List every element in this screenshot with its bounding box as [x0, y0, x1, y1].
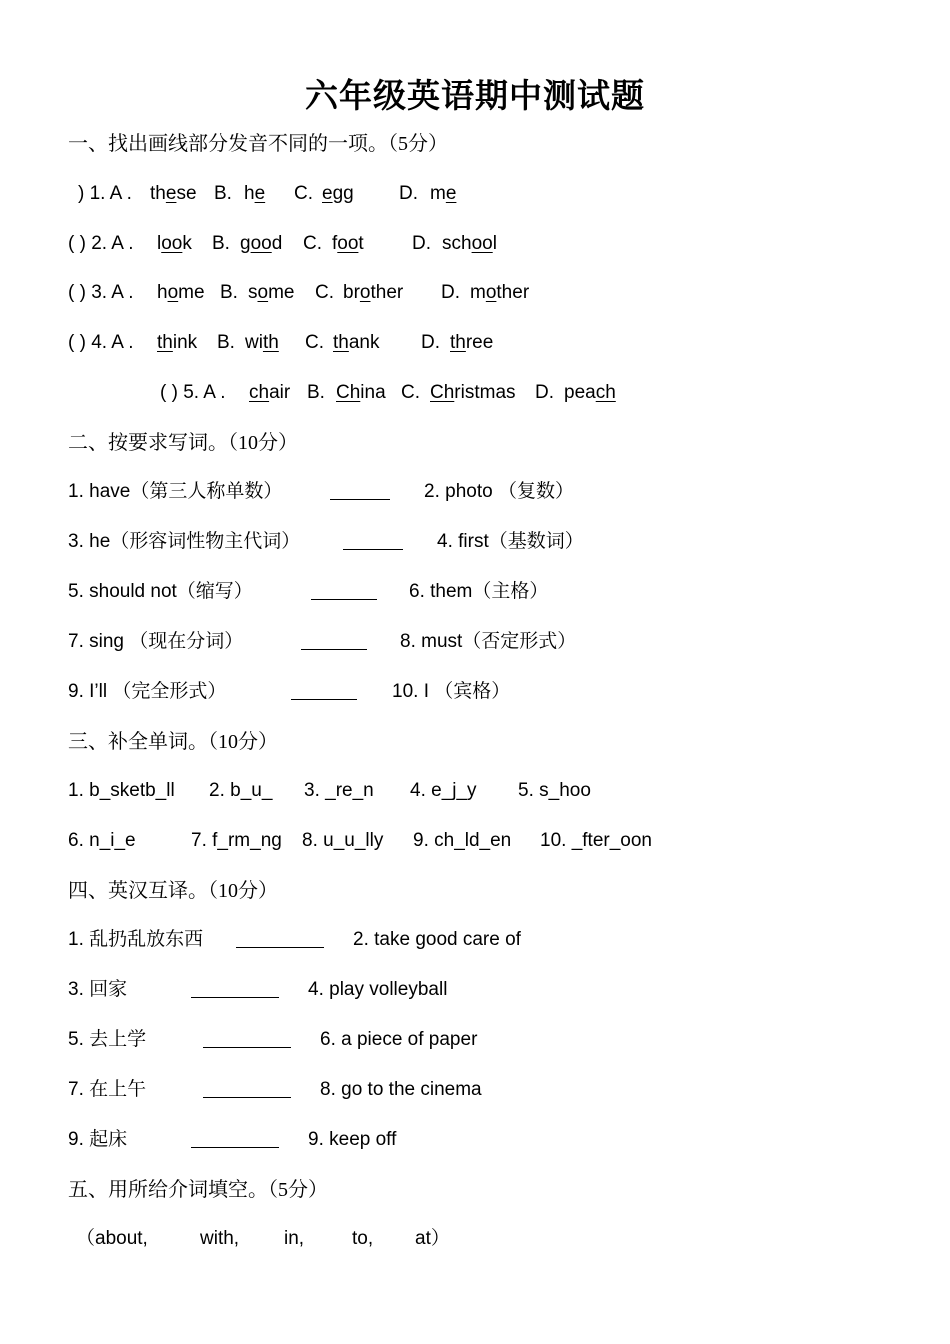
- underlined-sound: o: [167, 282, 179, 303]
- s2-item-1: 1. have（第三人称单数）: [68, 481, 283, 502]
- section4-heading: 四、英汉互译。（10分）: [68, 878, 278, 902]
- underlined-sound: o: [257, 282, 269, 303]
- s2-item-7: 7. sing （现在分词）: [68, 631, 244, 652]
- s4-item: 7. 在上午: [68, 1079, 147, 1100]
- underlined-sound: oo: [250, 233, 272, 254]
- option-c: egg: [322, 183, 354, 204]
- s2-item-5: 5. should not（缩写）: [68, 581, 253, 602]
- option-c: Christmas: [430, 382, 516, 403]
- underlined-sound: oo: [161, 233, 183, 254]
- option-label: B.: [220, 282, 238, 303]
- section5-heading: 五、用所给介词填空。（5分）: [68, 1177, 328, 1201]
- option-b: some: [248, 282, 295, 303]
- s3-item: 4. e_j_y: [410, 780, 477, 801]
- underlined-sound: ch: [249, 382, 270, 403]
- underlined-sound: e: [254, 183, 266, 204]
- preposition-word: with,: [200, 1228, 240, 1249]
- underlined-sound: e: [165, 183, 177, 204]
- underlined-sound: o: [485, 282, 497, 303]
- option-b: with: [245, 332, 279, 353]
- option-c: foot: [332, 233, 364, 254]
- option-b: good: [240, 233, 283, 254]
- option-a: chair: [249, 382, 291, 403]
- s4-item: 5. 去上学: [68, 1029, 147, 1050]
- answer-blank[interactable]: [203, 1079, 291, 1098]
- s4-item: 6. a piece of paper: [320, 1029, 478, 1050]
- preposition-word: （about,: [76, 1228, 148, 1249]
- option-label: D.: [399, 183, 418, 204]
- option-label: B.: [307, 382, 325, 403]
- answer-blank[interactable]: [330, 481, 390, 500]
- option-b: he: [244, 183, 266, 204]
- answer-blank[interactable]: [311, 581, 377, 600]
- s3-item: 1. b_sketb_ll: [68, 780, 175, 801]
- preposition-word: at）: [415, 1228, 450, 1249]
- s3-item: 2. b_u_: [209, 780, 273, 801]
- option-label: D.: [421, 332, 440, 353]
- underlined-sound: oo: [337, 233, 359, 254]
- s2-item-4: 4. first（基数词）: [437, 531, 584, 552]
- s3-item: 10. _fter_oon: [540, 830, 652, 851]
- option-c: thank: [333, 332, 380, 353]
- question-number: ) 1. A .: [78, 183, 132, 204]
- option-label: B.: [217, 332, 235, 353]
- s2-item-6: 6. them（主格）: [409, 581, 549, 602]
- question-number: ( ) 2. A .: [68, 233, 134, 254]
- option-label: C.: [315, 282, 334, 303]
- question-number: ( ) 3. A .: [68, 282, 134, 303]
- s3-item: 6. n_i_e: [68, 830, 136, 851]
- option-label: C.: [303, 233, 322, 254]
- s4-item: 3. 回家: [68, 979, 128, 1000]
- s4-item: 9. 起床: [68, 1129, 128, 1150]
- option-label: B.: [212, 233, 230, 254]
- underlined-sound: Ch: [430, 382, 455, 403]
- underlined-sound: e: [445, 183, 457, 204]
- s3-item: 5. s_hoo: [518, 780, 591, 801]
- underlined-sound: th: [262, 332, 279, 353]
- answer-blank[interactable]: [191, 1129, 279, 1148]
- s2-item-2: 2. photo （复数）: [424, 481, 574, 502]
- underlined-sound: oo: [471, 233, 493, 254]
- answer-blank[interactable]: [191, 979, 279, 998]
- s2-item-10: 10. I （宾格）: [392, 681, 511, 702]
- option-label: C.: [294, 183, 313, 204]
- option-d: me: [430, 183, 457, 204]
- option-label: D.: [412, 233, 431, 254]
- answer-blank[interactable]: [291, 681, 357, 700]
- option-a: look: [157, 233, 192, 254]
- answer-blank[interactable]: [301, 631, 367, 650]
- underlined-sound: ch: [595, 382, 616, 403]
- s3-item: 3. _re_n: [304, 780, 374, 801]
- option-label: C.: [401, 382, 420, 403]
- option-d: three: [450, 332, 494, 353]
- question-number: ( ) 5. A .: [160, 382, 226, 403]
- underlined-sound: th: [157, 332, 173, 353]
- question-number: ( ) 4. A .: [68, 332, 134, 353]
- answer-blank[interactable]: [343, 531, 403, 550]
- s4-item: 2. take good care of: [353, 929, 521, 950]
- underlined-sound: o: [359, 282, 371, 303]
- s4-item: 1. 乱扔乱放东西: [68, 929, 204, 950]
- s4-item: 8. go to the cinema: [320, 1079, 482, 1100]
- underlined-sound: e: [322, 183, 333, 204]
- section3-heading: 三、补全单词。（10分）: [68, 729, 278, 753]
- option-a: home: [157, 282, 205, 303]
- option-b: China: [336, 382, 386, 403]
- option-label: D.: [535, 382, 554, 403]
- s2-item-3: 3. he（形容词性物主代词）: [68, 531, 301, 552]
- s3-item: 7. f_rm_ng: [191, 830, 282, 851]
- s3-item: 9. ch_ld_en: [413, 830, 512, 851]
- underlined-sound: Ch: [336, 382, 361, 403]
- option-d: peach: [564, 382, 616, 403]
- option-d: school: [442, 233, 497, 254]
- s2-item-9: 9. I’ll （完全形式）: [68, 681, 227, 702]
- s4-item: 9. keep off: [308, 1129, 397, 1150]
- option-a: these: [150, 183, 197, 204]
- answer-blank[interactable]: [236, 929, 324, 948]
- preposition-word: in,: [284, 1228, 305, 1249]
- page-title: 六年级英语期中测试题: [305, 76, 645, 115]
- s2-item-8: 8. must（否定形式）: [400, 631, 577, 652]
- option-label: C.: [305, 332, 324, 353]
- underlined-sound: th: [450, 332, 466, 353]
- section1-heading: 一、找出画线部分发音不同的一项。（5分）: [68, 131, 448, 155]
- preposition-word: to,: [352, 1228, 374, 1249]
- answer-blank[interactable]: [203, 1029, 291, 1048]
- s3-item: 8. u_u_lly: [302, 830, 384, 851]
- option-a: think: [157, 332, 198, 353]
- option-label: D.: [441, 282, 460, 303]
- option-c: brother: [343, 282, 404, 303]
- option-d: mother: [470, 282, 530, 303]
- underlined-sound: th: [333, 332, 349, 353]
- option-label: B.: [214, 183, 232, 204]
- section2-heading: 二、按要求写词。（10分）: [68, 430, 298, 454]
- s4-item: 4. play volleyball: [308, 979, 448, 1000]
